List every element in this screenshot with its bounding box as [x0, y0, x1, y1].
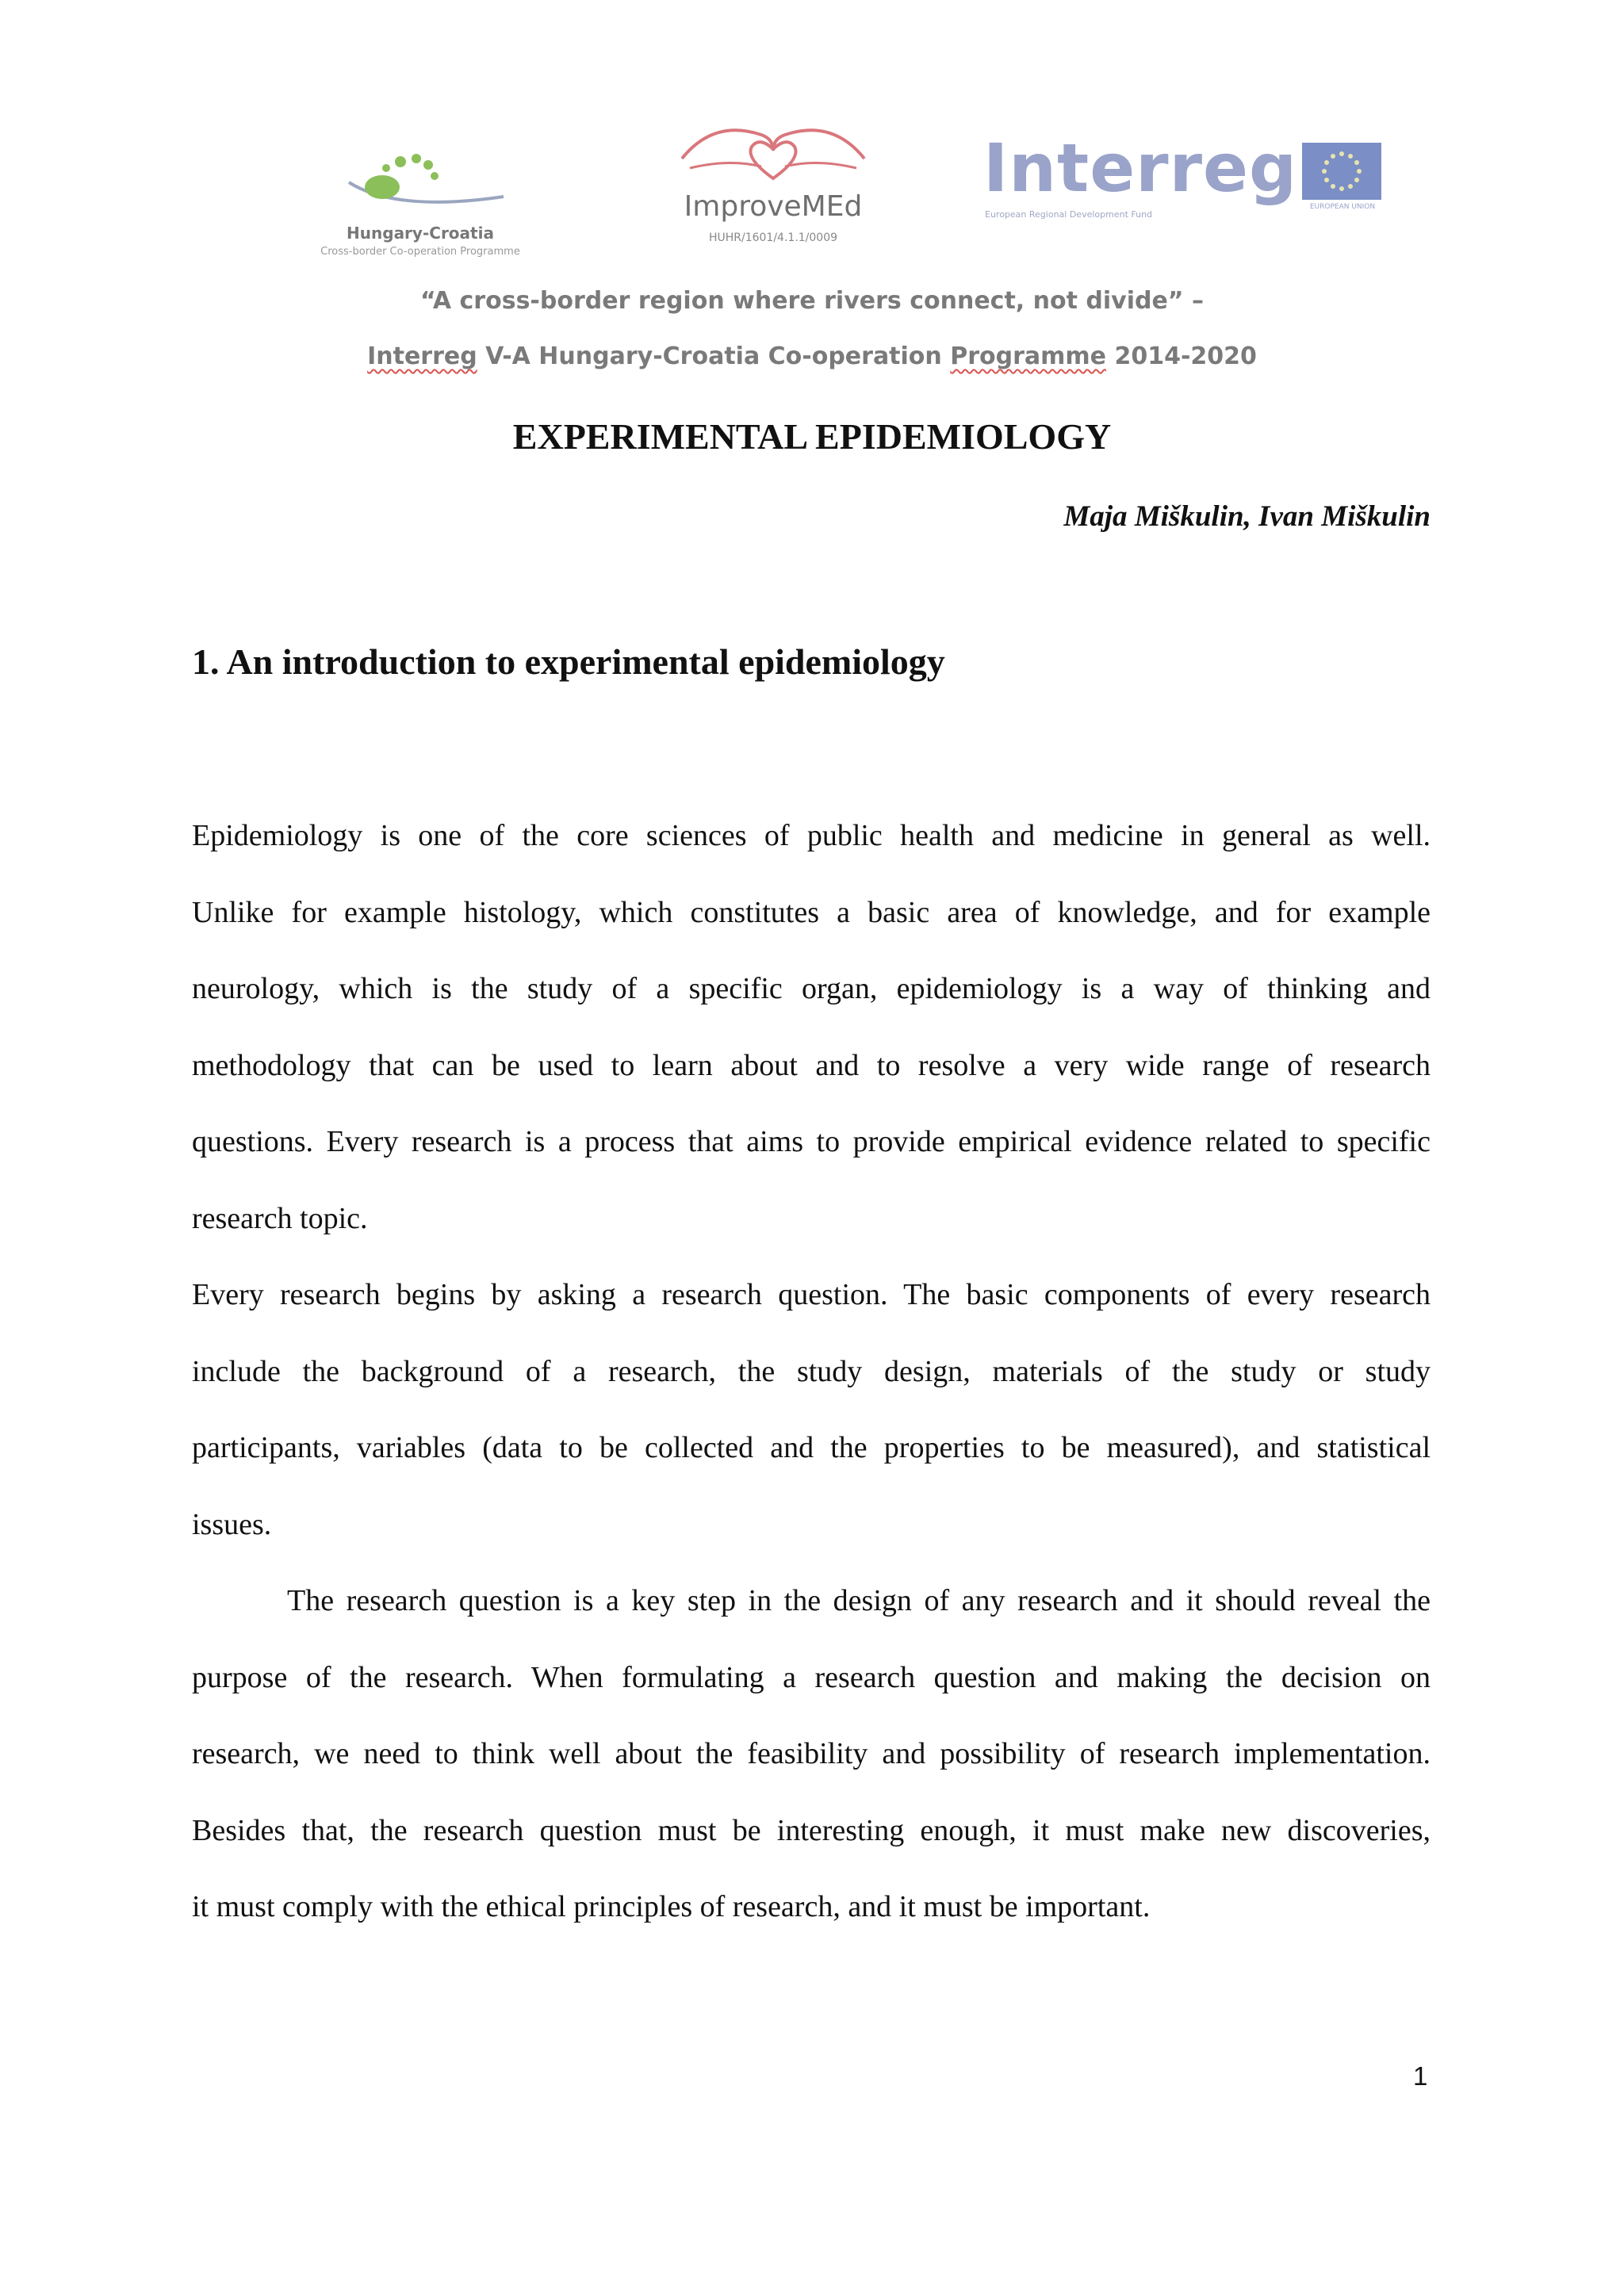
paragraph-3 — [192, 1585, 1431, 1968]
improvemed-name: ImproveMEd — [684, 190, 863, 223]
document-title: EXPERIMENTAL EPIDEMIOLOGY — [512, 416, 1112, 457]
motto-part: Interreg — [367, 342, 477, 370]
text-line: The research question is a key step in the design of any research and it should reveal the — [287, 1584, 1431, 1617]
paragraph-1 — [192, 820, 1431, 1280]
text-line: research topic. — [192, 1201, 368, 1235]
text-line: issues. — [192, 1507, 272, 1541]
text-line: Unlike for example histology, which constitutes a basic area of knowledge, and for example — [192, 895, 1431, 929]
motto-part: V-A Hungary-Croatia Co-operation — [477, 342, 951, 370]
page-number: 1 — [1413, 2061, 1428, 2091]
interreg-logo — [983, 129, 1396, 230]
paragraph-2 — [192, 1279, 1431, 1585]
hungary-croatia-name: Hungary-Croatia — [347, 224, 494, 243]
section-heading: 1. An introduction to experimental epidemiology — [192, 641, 945, 682]
text-line: methodology that can be used to learn about and to resolve a very wide range of research — [192, 1048, 1431, 1082]
text-line: purpose of the research. When formulating a research question and making the decision on — [192, 1660, 1431, 1694]
text-line: research, we need to think well about the feasibility and possibility of research implementation. — [192, 1737, 1431, 1771]
text-line: participants, variables (data to be collected and the properties to be measured), and statistical — [192, 1431, 1431, 1465]
programme-motto: “A cross-border region where rivers connect, not divide” – — [420, 287, 1204, 315]
hungary-croatia-logo — [309, 141, 531, 260]
text-line: it must comply with the ethical principles of research, and it must be important. — [192, 1890, 1151, 1924]
improvemed-logo — [666, 103, 880, 246]
document-authors: Maja Miškulin, Ivan Miškulin — [1063, 500, 1431, 533]
text-line: include the background of a research, the study design, materials of the study or study — [192, 1354, 1431, 1388]
programme-name — [0, 342, 1624, 370]
text-line: Every research begins by asking a research question. The basic components of every research — [192, 1278, 1431, 1311]
improvemed-code: HUHR/1601/4.1.1/0009 — [708, 232, 838, 244]
eu-label: EUROPEAN UNION — [1309, 203, 1376, 211]
dots-arc-logo-icon — [309, 141, 531, 220]
motto-part: Programme — [950, 342, 1106, 370]
interreg-subtitle: European Regional Development Fund — [985, 209, 1153, 220]
text-line: neurology, which is the study of a specific organ, epidemiology is a way of thinking and — [192, 972, 1431, 1006]
text-line: questions. Every research is a process that aims to provide empirical evidence related to specific — [192, 1125, 1431, 1159]
hands-heart-logo-icon — [666, 103, 880, 190]
hungary-croatia-subtitle: Cross-border Co-operation Programme — [320, 246, 520, 258]
motto-part: 2014-2020 — [1106, 342, 1257, 370]
eu-flag-icon — [1302, 143, 1381, 200]
text-line: Epidemiology is one of the core sciences of public health and medicine in general as well. — [192, 819, 1431, 852]
interreg-wordmark: Interreg — [983, 129, 1298, 207]
text-line: Besides that, the research question must be interesting enough, it must make new discoveries, — [192, 1813, 1431, 1847]
